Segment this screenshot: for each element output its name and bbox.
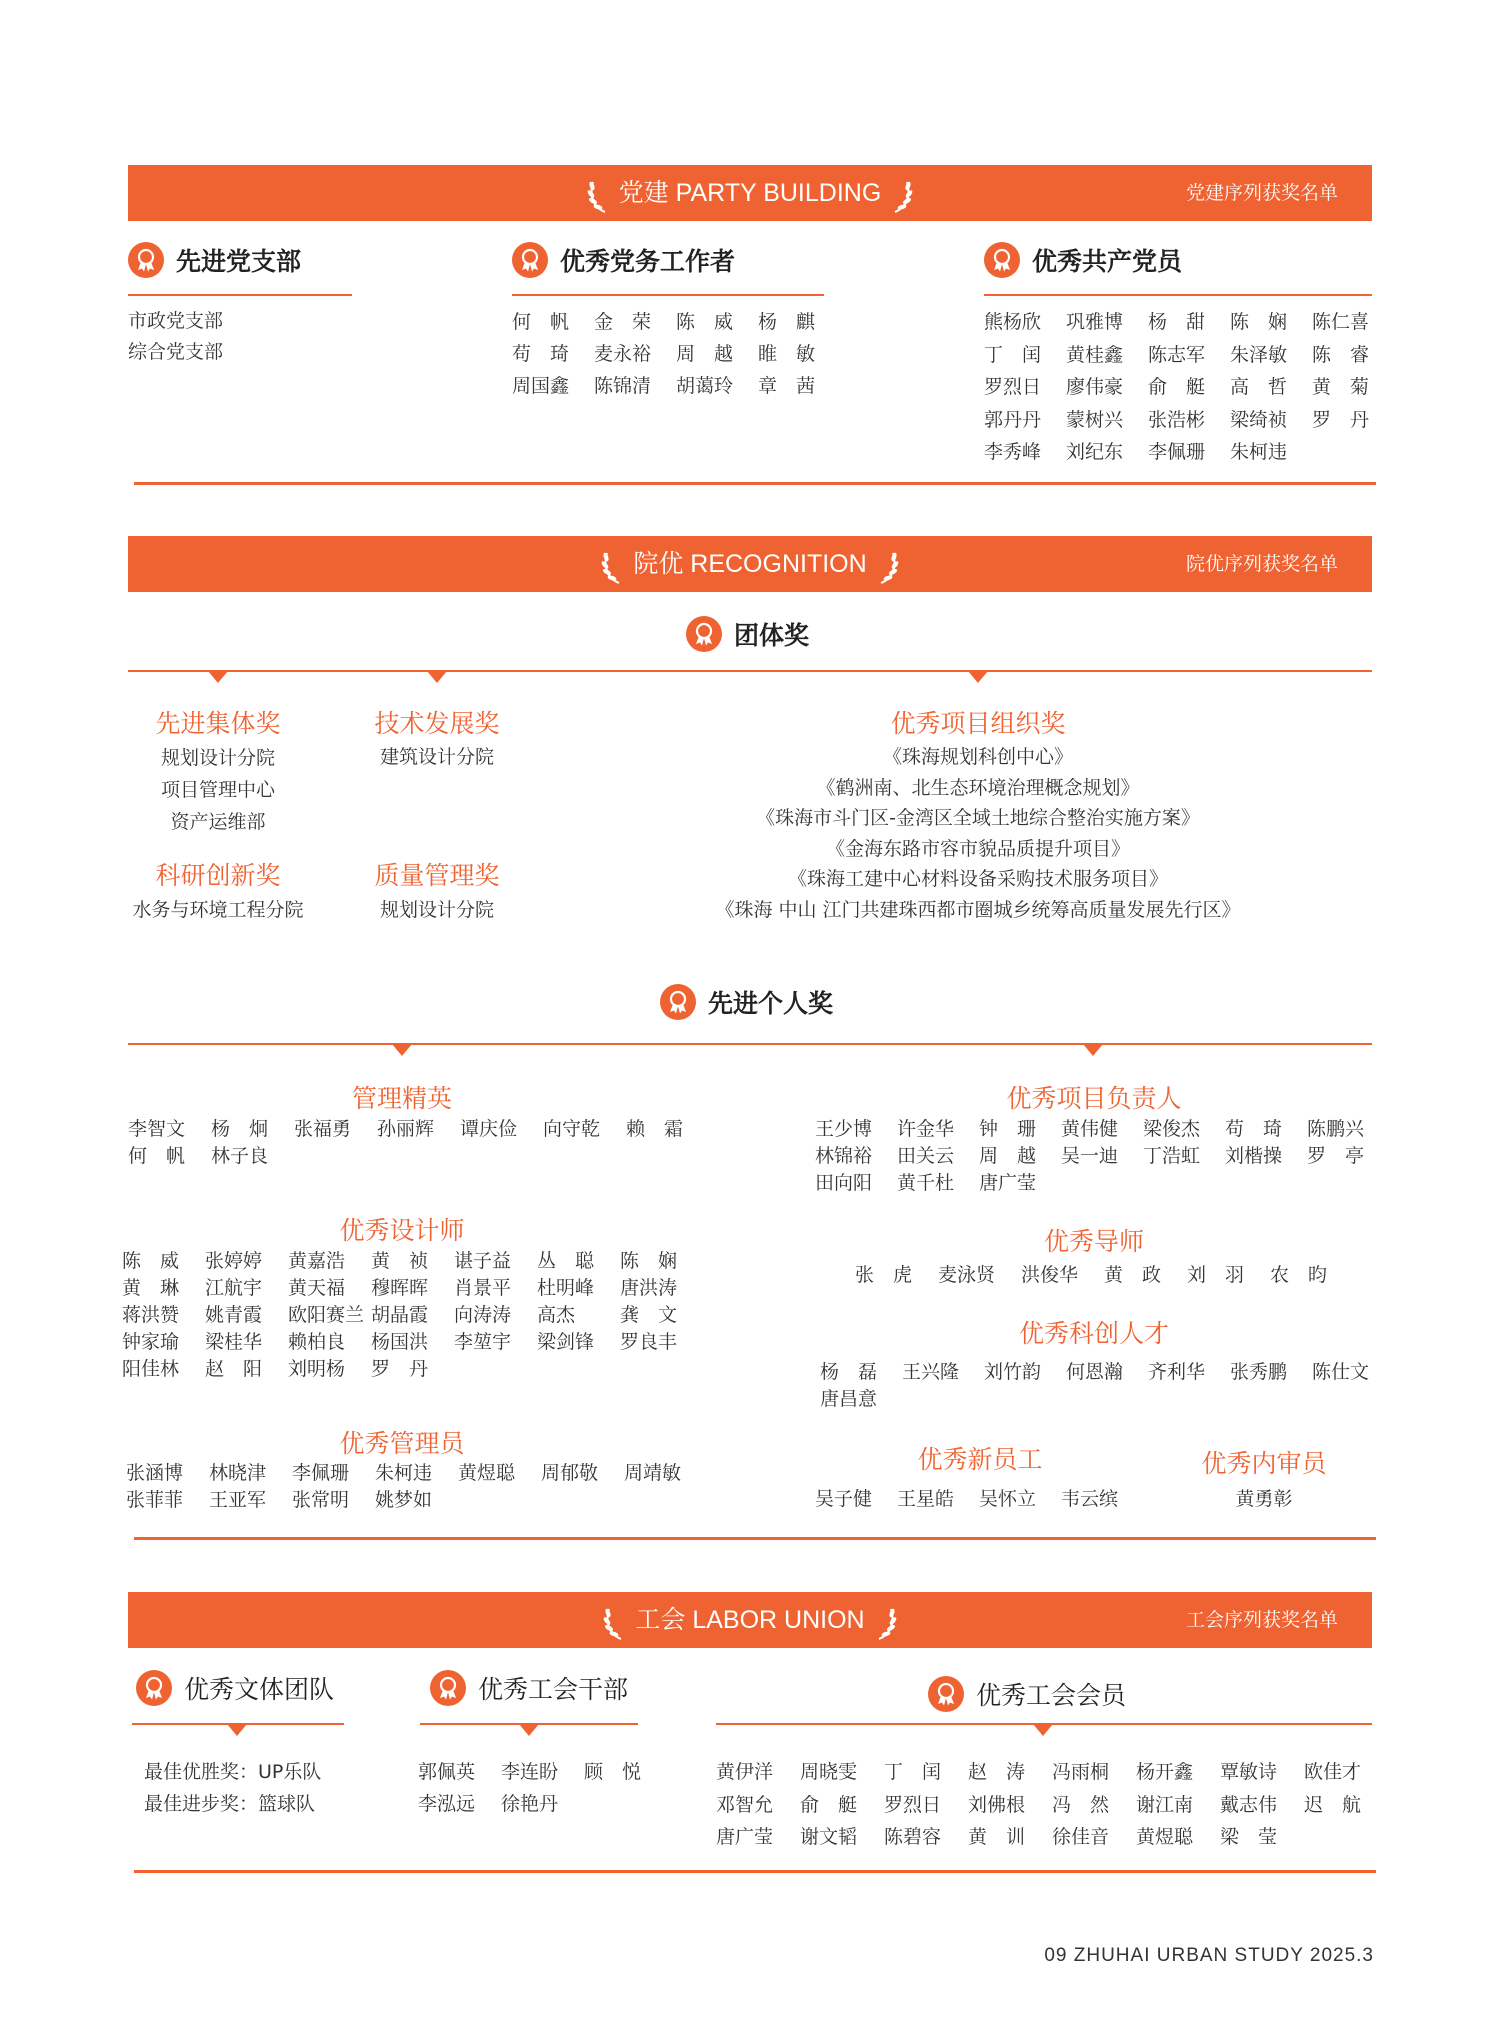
- list-item: 黄天福: [288, 1277, 346, 1299]
- list-item: 陈仁喜: [1312, 311, 1370, 333]
- list-item: 何 帆: [512, 311, 570, 333]
- list-item: 陈 威: [122, 1250, 180, 1272]
- list-item: 姚青霞: [205, 1304, 263, 1326]
- list-item: 王星皓: [897, 1488, 955, 1510]
- project-award-list: [678, 742, 1278, 925]
- list-item: 李智文: [128, 1118, 186, 1140]
- list-item: 张常明: [292, 1489, 350, 1511]
- designer-title: 优秀设计师: [339, 1216, 465, 1245]
- list-item: 杨 麒: [758, 311, 816, 333]
- section-divider: [134, 482, 1376, 485]
- list-item: 欧佳才: [1304, 1761, 1362, 1783]
- list-item: 冯雨桐: [1052, 1761, 1110, 1783]
- list-item: 林锦裕: [815, 1145, 873, 1167]
- list-item: 刘 羽: [1187, 1264, 1245, 1286]
- quality-award-list: [337, 895, 537, 926]
- pointer-triangle: [1083, 1044, 1103, 1056]
- list-item: 黄千杜: [897, 1172, 955, 1194]
- list-item: 黄 琳: [122, 1277, 180, 1299]
- quality-award-title: 质量管理奖: [374, 861, 500, 890]
- union-cadre-list: [418, 1756, 667, 1820]
- divider: [128, 670, 1372, 672]
- list-item: 李秀峰: [984, 441, 1042, 463]
- medal-icon: [928, 1676, 964, 1712]
- list-item: 吴怀立: [979, 1488, 1037, 1510]
- list-item: 阳佳林: [122, 1358, 180, 1380]
- page-footer: 09 ZHUHAI URBAN STUDY 2025.3: [1044, 1945, 1374, 1966]
- list-item: 周郁敬: [541, 1462, 599, 1484]
- list-item: 黄 菊: [1312, 376, 1370, 398]
- research-award-title: 科研创新奖: [155, 861, 281, 890]
- laurel-left-icon: [599, 545, 625, 585]
- list-item: 《珠海市斗门区-金湾区全域土地综合整治实施方案》: [756, 807, 1200, 829]
- list-item: 杨国洪: [371, 1331, 429, 1353]
- list-item: 顾 悦: [584, 1761, 642, 1783]
- list-item: 俞 艇: [800, 1793, 858, 1816]
- tech-award-list: [337, 742, 537, 773]
- list-item: 陈 娴: [1230, 311, 1288, 333]
- manager-list: [126, 1460, 707, 1514]
- list-item: 郭丹丹: [984, 408, 1042, 431]
- list-item: 黄 祯: [371, 1250, 429, 1272]
- list-item: 刘纪东: [1066, 441, 1124, 463]
- recognition-banner: [128, 536, 1372, 592]
- divider: [128, 1043, 1372, 1045]
- party-title: 党建 PARTY BUILDING: [618, 179, 882, 207]
- list-item: 黄 训: [968, 1826, 1026, 1848]
- list-item: 吴一迪: [1061, 1145, 1119, 1167]
- list-item: 周靖敏: [624, 1462, 682, 1484]
- elite-list: [128, 1116, 709, 1170]
- list-item: 杨 磊: [820, 1361, 878, 1383]
- list-item: 陈仕文: [1312, 1361, 1370, 1383]
- list-item: 麦永裕: [594, 343, 652, 365]
- party-subtitle: 党建序列获奖名单: [1185, 182, 1338, 204]
- list-item: 齐利华: [1148, 1361, 1206, 1383]
- collective-award-title: 先进集体奖: [155, 709, 281, 738]
- leader-title: 优秀项目负责人: [1006, 1084, 1182, 1113]
- list-item: 丛 聪: [537, 1250, 595, 1272]
- list-item: 最佳进步奖：篮球队: [144, 1793, 316, 1815]
- list-item: 陈志军: [1148, 343, 1206, 366]
- list-item: 章 茜: [758, 375, 816, 397]
- list-item: 熊杨欣: [984, 311, 1042, 333]
- list-item: 徐艳丹: [501, 1793, 559, 1815]
- elite-title: 管理精英: [351, 1084, 452, 1113]
- list-item: 黄桂鑫: [1066, 343, 1124, 366]
- list-item: 黄勇彰: [1235, 1488, 1293, 1510]
- list-item: 朱泽敏: [1230, 343, 1288, 366]
- laurel-left-icon: [585, 174, 611, 214]
- list-item: 《鹤洲南、北生态环境治理概念规划》: [816, 776, 1140, 799]
- party-workers-list: [512, 306, 840, 402]
- section-divider: [134, 1870, 1376, 1873]
- list-item: 黄伟健: [1061, 1118, 1119, 1140]
- list-item: 谌子益: [454, 1250, 512, 1272]
- list-item: 韦云缤: [1061, 1488, 1119, 1510]
- list-item: 罗 亭: [1307, 1145, 1365, 1167]
- list-item: 谢江南: [1136, 1793, 1194, 1816]
- tech-award-title: 技术发展奖: [374, 709, 500, 738]
- list-item: 《珠海规划科创中心》: [882, 746, 1073, 768]
- leader-list: [815, 1116, 1389, 1197]
- list-item: 建筑设计分院: [379, 746, 494, 768]
- party-members-heading: 优秀共产党员: [984, 242, 1182, 278]
- list-item: 俞 艇: [1148, 376, 1206, 398]
- list-item: 梁 莹: [1220, 1826, 1278, 1848]
- list-item: 钟家瑜: [122, 1331, 180, 1353]
- medal-icon: [512, 242, 548, 278]
- list-item: 高杰: [537, 1304, 576, 1326]
- list-item: 胡晶霞: [371, 1304, 429, 1326]
- list-item: 刘竹韵: [984, 1361, 1042, 1383]
- list-item: 苟 琦: [1225, 1118, 1283, 1140]
- list-item: 资产运维部: [170, 811, 266, 833]
- list-item: 赖 霜: [626, 1118, 684, 1140]
- list-item: 黄煜聪: [1136, 1826, 1194, 1848]
- list-item: 吴子健: [815, 1488, 873, 1510]
- project-award-title: 优秀项目组织奖: [890, 709, 1066, 738]
- list-item: 黄煜聪: [458, 1462, 516, 1484]
- pointer-triangle: [427, 671, 447, 683]
- pointer-triangle: [208, 671, 228, 683]
- list-item: 蒋洪赞: [122, 1304, 180, 1326]
- list-item: 谭庆俭: [460, 1118, 518, 1140]
- union-title: 工会 LABOR UNION: [635, 1606, 865, 1634]
- list-item: 徐佳音: [1052, 1826, 1110, 1848]
- list-item: 赖柏良: [288, 1331, 346, 1353]
- list-item: 高 哲: [1230, 376, 1288, 398]
- medal-icon: [128, 242, 164, 278]
- list-item: 规划设计分院: [379, 899, 494, 921]
- list-item: 廖伟豪: [1066, 376, 1124, 398]
- union-banner: [128, 1592, 1372, 1648]
- list-item: 罗烈日: [884, 1793, 942, 1816]
- divider: [128, 294, 352, 296]
- list-item: 许金华: [897, 1118, 955, 1140]
- research-award-list: [118, 895, 318, 926]
- list-item: 杨开鑫: [1136, 1761, 1194, 1783]
- list-item: 最佳优胜奖：UP乐队: [144, 1761, 322, 1783]
- talent-list: [820, 1359, 1394, 1413]
- list-item: 罗 丹: [1312, 408, 1370, 431]
- talent-title: 优秀科创人才: [1018, 1319, 1169, 1348]
- list-item: 杨 炯: [211, 1118, 269, 1140]
- manager-title: 优秀管理员: [339, 1429, 465, 1458]
- recognition-title: 院优 RECOGNITION: [633, 550, 867, 578]
- list-item: 李泓远: [418, 1793, 476, 1815]
- list-item: 孙丽辉: [377, 1118, 435, 1140]
- union-team-list: [144, 1756, 321, 1820]
- laurel-right-icon: [889, 174, 915, 214]
- collective-award-list: [118, 742, 318, 838]
- section-divider: [134, 1537, 1376, 1540]
- list-item: 周 越: [676, 343, 734, 365]
- list-item: 向守乾: [543, 1118, 601, 1140]
- list-item: 李连盼: [501, 1761, 559, 1783]
- list-item: 《金海东路市容市貌品质提升项目》: [825, 837, 1130, 860]
- list-item: 赵 阳: [205, 1358, 263, 1380]
- list-item: 梁绮祯: [1230, 408, 1288, 431]
- list-item: 《珠海 中山 江门共建珠西都市圈城乡统筹高质量发展先行区》: [715, 898, 1241, 921]
- list-item: 王亚军: [209, 1489, 267, 1511]
- list-item: 张 虎: [855, 1264, 913, 1286]
- list-item: 钟 珊: [979, 1118, 1037, 1140]
- mentor-list: [855, 1262, 1353, 1289]
- divider: [984, 294, 1372, 296]
- medal-icon: [686, 616, 722, 652]
- pointer-triangle: [1033, 1724, 1053, 1736]
- auditor-title: 优秀内审员: [1201, 1449, 1327, 1478]
- union-team-heading: 优秀文体团队: [136, 1670, 334, 1706]
- list-item: 唐昌意: [820, 1388, 878, 1410]
- party-branch-list: [128, 306, 223, 368]
- list-item: 姚梦如: [375, 1489, 433, 1511]
- list-item: 迟 航: [1304, 1793, 1362, 1816]
- list-item: 张浩彬: [1148, 408, 1206, 431]
- list-item: 金 荣: [594, 311, 652, 333]
- list-item: 赵 涛: [968, 1761, 1026, 1783]
- list-item: 麦泳贤: [938, 1264, 996, 1286]
- list-item: 肖景平: [454, 1277, 512, 1299]
- party-members-list: [984, 306, 1394, 469]
- list-item: 李堃宇: [454, 1331, 512, 1353]
- list-item: 刘佛根: [968, 1793, 1026, 1816]
- list-item: 张婷婷: [205, 1250, 263, 1272]
- list-item: 陈锦清: [594, 375, 652, 397]
- list-item: 何 帆: [128, 1145, 186, 1167]
- list-item: 梁桂华: [205, 1331, 263, 1353]
- list-item: 洪俊华: [1021, 1264, 1079, 1286]
- list-item: 黄嘉浩: [288, 1250, 346, 1272]
- list-item: 李佩珊: [1148, 441, 1206, 463]
- party-workers-heading: 优秀党务工作者: [512, 242, 735, 278]
- list-item: 苟 琦: [512, 343, 570, 365]
- union-members-list: [716, 1756, 1388, 1854]
- list-item: 黄 政: [1104, 1264, 1162, 1286]
- list-item: 周晓雯: [800, 1761, 858, 1783]
- list-item: 陈 睿: [1312, 343, 1370, 366]
- list-item: 刘楷操: [1225, 1145, 1283, 1167]
- list-item: 罗烈日: [984, 376, 1042, 398]
- pointer-triangle: [392, 1044, 412, 1056]
- list-item: 邓智允: [716, 1793, 774, 1816]
- newbie-list: [815, 1486, 1143, 1513]
- list-item: 向涛涛: [454, 1304, 512, 1326]
- list-item: 罗 丹: [371, 1358, 429, 1380]
- list-item: 王兴隆: [902, 1361, 960, 1383]
- union-members-heading: 优秀工会会员: [928, 1676, 1126, 1712]
- list-item: 杨 甜: [1148, 311, 1206, 333]
- medal-icon: [430, 1670, 466, 1706]
- list-item: 陈鹏兴: [1307, 1118, 1365, 1140]
- list-item: 张涵博: [126, 1462, 184, 1484]
- designer-list: [122, 1248, 703, 1383]
- list-item: 丁 闰: [984, 343, 1042, 366]
- list-item: 江航宇: [205, 1277, 263, 1299]
- recognition-subtitle: 院优序列获奖名单: [1185, 553, 1338, 575]
- list-item: 周国鑫: [512, 375, 570, 397]
- list-item: 周 越: [979, 1145, 1037, 1167]
- list-item: 冯 然: [1052, 1793, 1110, 1816]
- list-item: 睢 敏: [758, 343, 816, 365]
- medal-icon: [984, 242, 1020, 278]
- list-item: 丁 闰: [884, 1761, 942, 1783]
- list-item: 王少博: [815, 1118, 873, 1140]
- newbie-title: 优秀新员工: [917, 1445, 1043, 1474]
- pointer-triangle: [519, 1724, 539, 1736]
- list-item: 戴志伟: [1220, 1793, 1278, 1816]
- mentor-title: 优秀导师: [1043, 1227, 1144, 1256]
- list-item: 黄伊洋: [716, 1761, 774, 1783]
- party-branch-heading: 先进党支部: [128, 242, 301, 278]
- list-item: 张菲菲: [126, 1489, 184, 1511]
- laurel-left-icon: [601, 1601, 627, 1641]
- list-item: 何恩瀚: [1066, 1361, 1124, 1383]
- party-banner: [128, 165, 1372, 221]
- list-item: 市政党支部: [128, 310, 224, 332]
- list-item: 《珠海工建中心材料设备采购技术服务项目》: [787, 868, 1168, 890]
- medal-icon: [660, 984, 696, 1020]
- list-item: 胡蔼玲: [676, 375, 734, 397]
- list-item: 水务与环境工程分院: [132, 899, 304, 921]
- list-item: 陈碧容: [884, 1826, 942, 1848]
- list-item: 覃敏诗: [1220, 1761, 1278, 1783]
- list-item: 林子良: [211, 1145, 269, 1167]
- list-item: 张秀鹏: [1230, 1361, 1288, 1383]
- list-item: 项目管理中心: [160, 779, 275, 801]
- list-item: 蒙树兴: [1066, 408, 1124, 431]
- list-item: 朱柯违: [1230, 441, 1288, 463]
- list-item: 陈 娴: [620, 1250, 678, 1272]
- list-item: 李佩珊: [292, 1462, 350, 1484]
- medal-icon: [136, 1670, 172, 1706]
- list-item: 唐广莹: [716, 1826, 774, 1848]
- pointer-triangle: [968, 671, 988, 683]
- pointer-triangle: [227, 1724, 247, 1736]
- list-item: 梁剑锋: [537, 1331, 595, 1353]
- list-item: 刘明杨: [288, 1358, 346, 1380]
- list-item: 综合党支部: [128, 341, 224, 363]
- list-item: 农 昀: [1270, 1264, 1328, 1286]
- list-item: 穆晖晖: [371, 1277, 429, 1299]
- list-item: 田关云: [897, 1145, 955, 1167]
- list-item: 罗良丰: [620, 1331, 678, 1353]
- list-item: 梁俊杰: [1143, 1118, 1201, 1140]
- list-item: 谢文韬: [800, 1826, 858, 1848]
- auditor-list: [1154, 1486, 1374, 1513]
- union-subtitle: 工会序列获奖名单: [1185, 1609, 1338, 1631]
- list-item: 林晓津: [209, 1462, 267, 1484]
- list-item: 张福勇: [294, 1118, 352, 1140]
- laurel-right-icon: [875, 545, 901, 585]
- list-item: 龚 文: [620, 1304, 678, 1326]
- list-item: 陈 威: [676, 311, 734, 333]
- laurel-right-icon: [873, 1601, 899, 1641]
- list-item: 欧阳赛兰: [288, 1304, 365, 1326]
- list-item: 巩雅博: [1066, 311, 1124, 333]
- list-item: 唐广莹: [979, 1172, 1037, 1194]
- list-item: 郭佩英: [418, 1761, 476, 1783]
- list-item: 杜明峰: [537, 1277, 595, 1299]
- list-item: 丁浩虹: [1143, 1145, 1201, 1167]
- divider: [512, 294, 824, 296]
- list-item: 朱柯违: [375, 1462, 433, 1484]
- group-award-heading: 团体奖: [686, 616, 809, 652]
- union-cadre-heading: 优秀工会干部: [430, 1670, 628, 1706]
- list-item: 唐洪涛: [620, 1277, 678, 1299]
- list-item: 规划设计分院: [160, 747, 275, 769]
- list-item: 田向阳: [815, 1172, 873, 1194]
- individual-award-heading: 先进个人奖: [660, 984, 833, 1020]
